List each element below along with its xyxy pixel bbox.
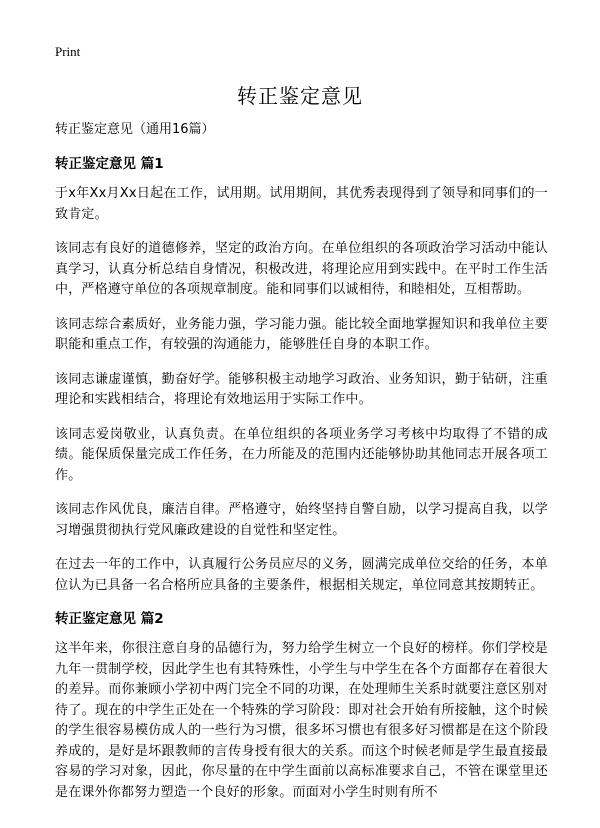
paragraph: 该同志有良好的道德修养，坚定的政治方向。在单位组织的各项政治学习活动中能认真学习，认真分析总结自身情况，积极改进，将理论应用到实践中。在平时工作生活中，严格遵守单位的各项规章制度。能和同事们以诚相待，和睦相处，互相帮助。 — [55, 241, 548, 297]
paragraph: 该同志作风优良，廉洁自律。严格遵守，始终坚持自警自励，以学习提高自我，以学习增强贯彻执行党风廉政建设的自觉性和坚定性。 — [55, 502, 548, 538]
paragraph: 该同志爱岗敬业，认真负责。在单位组织的各项业务学习考核中均取得了不错的成绩。能保质保量完成工作任务，在力所能及的范围内还能够协助其他同志开展各项工作。 — [55, 426, 548, 483]
paragraph: 该同志谦虚谨慎，勤奋好学。能够积极主动地学习政治、业务知识，勤于钻研，注重理论和实践相结合，将理论有效地运用于实际工作中。 — [55, 371, 548, 407]
page-title: 转正鉴定意见 — [237, 84, 363, 108]
section-heading: 转正鉴定意见 篇1 — [55, 156, 164, 172]
section-2 — [55, 610, 548, 803]
paragraph: 于x年Xx月Xx日起在工作，试用期。试用期间，其优秀表现得到了领导和同事们的一致肯定。 — [55, 186, 548, 222]
document-body — [55, 120, 548, 817]
print-link[interactable]: Print — [55, 44, 81, 59]
paragraph: 这半年来，你很注意自身的品德行为，努力给学生树立一个良好的榜样。你们学校是九年一贯制学校，因此学生也有其特殊性，小学生与中学生在各个方面都存在着很大的差异。而你兼顾小学初中两门完全不同的功课，在处理师生关系时就要注意区别对待了。现在的中学生正处在一个特殊的学习阶段：即对社会开始有所接触，这个时候的学生很容易模仿成人的一些行为习惯，很多坏习惯也有很多好习惯都是在这个阶段养成的，是好是坏跟教师的言传身授有很大的关系。而这个时候老师是学生最直接最容易的学习对象，因此，你尽量的在中学生面前以高标准要求自己，不管在课堂里还是在课外你都努力塑造一个良好的形象。而面对小学生时则有所不 — [55, 641, 548, 800]
paragraph: 该同志综合素质好，业务能力强，学习能力强。能比较全面地掌握知识和我单位主要职能和重点工作，有较强的沟通能力，能够胜任自身的本职工作。 — [55, 316, 548, 352]
document-subtitle: 转正鉴定意见（通用16篇） — [55, 122, 215, 137]
section-heading: 转正鉴定意见 篇2 — [55, 611, 164, 627]
paragraph: 在过去一年的工作中，认真履行公务员应尽的义务，圆满完成单位交给的任务，本单位认为已具备一名合格所应具备的主要条件，根据相关规定，单位同意其按期转正。 — [55, 557, 548, 593]
section-1 — [55, 155, 548, 596]
